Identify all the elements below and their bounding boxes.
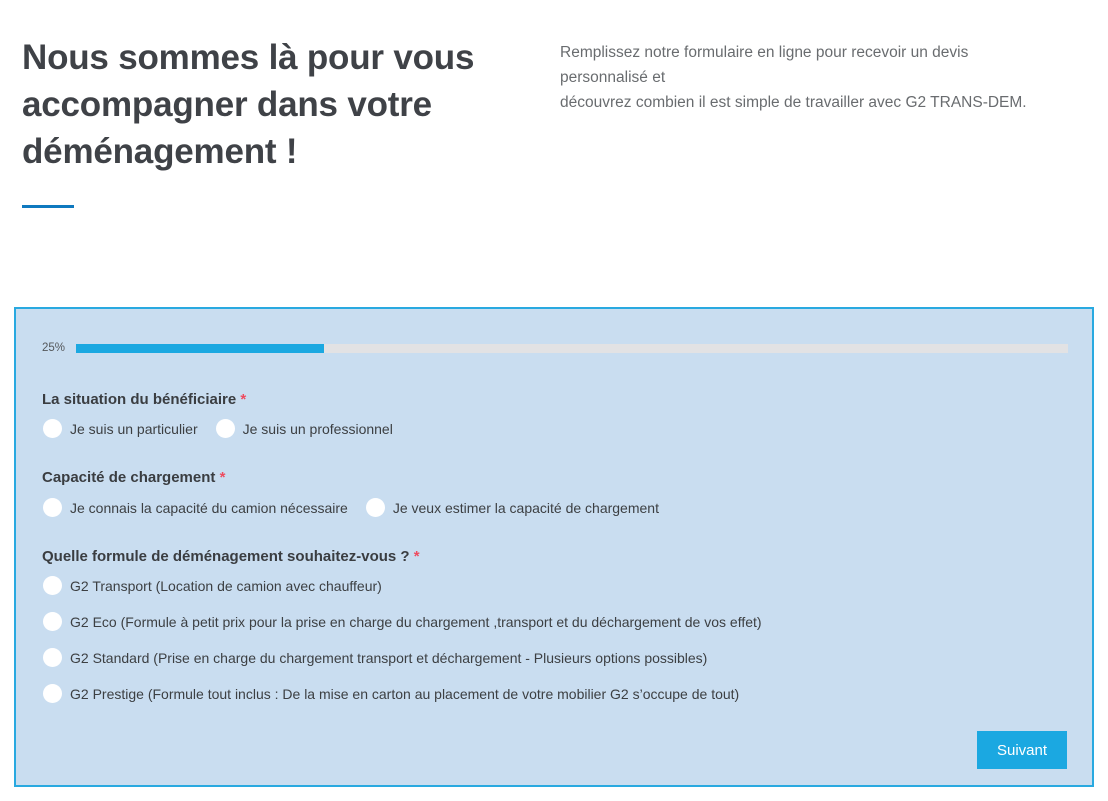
question-label-situation bbox=[42, 391, 246, 408]
radio-option-g2-prestige[interactable] bbox=[43, 684, 739, 703]
radio-button-icon[interactable] bbox=[43, 419, 62, 438]
radio-option-g2-transport[interactable] bbox=[43, 576, 382, 595]
radio-option-g2-eco[interactable] bbox=[43, 612, 762, 631]
intro-text-line-2: découvrez combien il est simple de travailler avec G2 TRANS-DEM. bbox=[560, 94, 1027, 111]
question-text: Capacité de chargement bbox=[42, 469, 216, 486]
option-row-g2-transport bbox=[43, 576, 382, 595]
question-text: Quelle formule de déménagement souhaitez-vous ? bbox=[42, 548, 410, 565]
option-label: G2 Standard (Prise en charge du chargement transport et déchargement - Plusieurs options possibles) bbox=[70, 649, 708, 666]
radio-button-icon[interactable] bbox=[43, 648, 62, 667]
option-label: G2 Eco (Formule à petit prix pour la prise en charge du chargement ,transport et du déchargement de vos effet) bbox=[70, 613, 762, 630]
required-asterisk: * bbox=[413, 548, 420, 565]
radio-button-icon[interactable] bbox=[43, 498, 62, 517]
progress-bar bbox=[76, 344, 1068, 353]
radio-button-icon[interactable] bbox=[216, 419, 235, 438]
intro-text bbox=[560, 40, 1040, 115]
radio-option-estimer-capacite[interactable] bbox=[366, 498, 659, 517]
page-title-line-2: accompagner dans votre bbox=[22, 85, 432, 124]
option-row-situation bbox=[43, 419, 393, 438]
radio-option-particulier[interactable] bbox=[43, 419, 198, 438]
radio-button-icon[interactable] bbox=[43, 684, 62, 703]
option-row-g2-prestige bbox=[43, 684, 739, 703]
intro-text-line-1: Remplissez notre formulaire en ligne pour recevoir un devis personnalisé et bbox=[560, 44, 969, 86]
next-button[interactable]: Suivant bbox=[977, 731, 1067, 769]
option-label: G2 Prestige (Formule tout inclus : De la mise en carton au placement de votre mobilier G2 s’occupe de tout) bbox=[70, 685, 740, 702]
page-title-line-3: déménagement ! bbox=[22, 132, 298, 171]
option-label: Je connais la capacité du camion nécessaire bbox=[70, 499, 348, 516]
quote-form-card bbox=[14, 307, 1094, 787]
progress-bar-fill bbox=[76, 344, 324, 353]
radio-button-icon[interactable] bbox=[43, 576, 62, 595]
radio-button-icon[interactable] bbox=[366, 498, 385, 517]
option-row-g2-eco bbox=[43, 612, 762, 631]
title-underline bbox=[22, 205, 74, 208]
radio-option-connais-capacite[interactable] bbox=[43, 498, 348, 517]
option-label: Je veux estimer la capacité de chargement bbox=[392, 499, 659, 516]
progress-percentage-label: 25% bbox=[42, 342, 66, 354]
radio-option-g2-standard[interactable] bbox=[43, 648, 707, 667]
page-title bbox=[22, 34, 522, 175]
required-asterisk: * bbox=[240, 391, 247, 408]
option-label: G2 Transport (Location de camion avec chauffeur) bbox=[70, 577, 382, 594]
option-row-g2-standard bbox=[43, 648, 707, 667]
question-label-capacite bbox=[42, 469, 225, 486]
question-label-formule bbox=[42, 548, 420, 565]
option-label: Je suis un particulier bbox=[70, 420, 198, 437]
radio-button-icon[interactable] bbox=[43, 612, 62, 631]
option-row-capacite bbox=[43, 498, 659, 517]
question-text: La situation du bénéficiaire bbox=[42, 391, 237, 408]
page-title-line-1: Nous sommes là pour vous bbox=[22, 38, 475, 77]
option-label: Je suis un professionnel bbox=[242, 420, 393, 437]
radio-option-professionnel[interactable] bbox=[216, 419, 393, 438]
required-asterisk: * bbox=[219, 469, 226, 486]
